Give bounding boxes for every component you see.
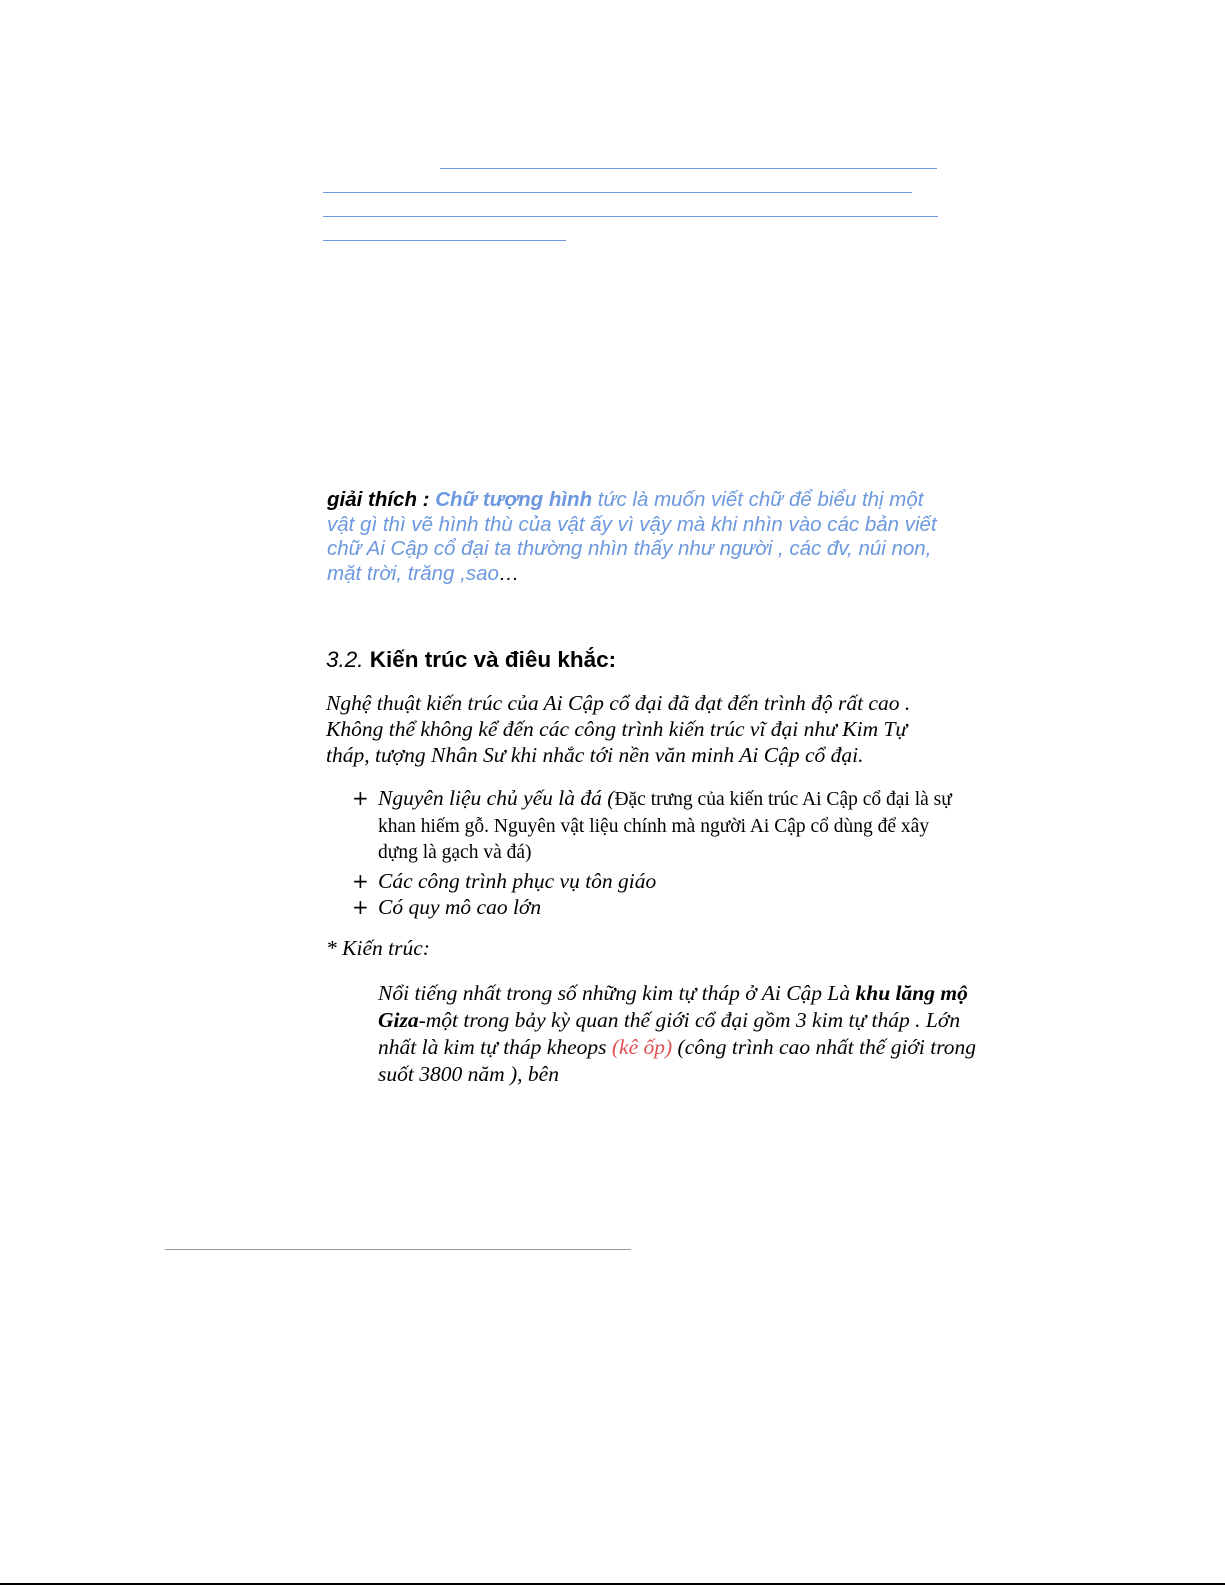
giza-pronunciation: (kê ốp) [611, 1035, 673, 1059]
list-item-emphasis: Nguyên liệu chủ yếu là đá ( [378, 786, 615, 810]
list-item [352, 786, 962, 866]
placeholder-line-1 [440, 168, 937, 169]
list-item-detail: Đặc trưng của kiến trúc Ai Cập cổ đại là sự khan hiếm gỗ. Nguyên vật liệu chính mà người Ai Cập cổ dùng để xây dựng là gạch và đá) [378, 789, 952, 863]
list-item-emphasis: Các công trình phục vụ tôn giáo [378, 868, 657, 893]
list-item [352, 868, 962, 895]
giza-bold-name: khu lăng mộ Giza [378, 981, 968, 1032]
explanation-lead: giải thích : [327, 488, 430, 511]
architecture-subheading: * Kiến trúc: [326, 936, 430, 960]
plus-bullet-icon: + [352, 868, 369, 893]
placeholder-line-2 [323, 192, 912, 193]
placeholder-line-3 [323, 216, 938, 217]
list-item [352, 894, 962, 921]
explanation-body: tức là muốn viết chữ để biểu thị một vật gì thì vẽ hình thù của vật ấy vì vậy mà khi nhìn vào các bản viết chữ Ai Cập cổ đại ta thường nhìn thấy như người , các đv, núi non, mặt trời, trăng ,sao [327, 488, 937, 585]
footnote-separator [165, 1249, 631, 1250]
explanation-paragraph [327, 488, 952, 586]
explanation-term: Chữ tượng hình [435, 488, 593, 511]
feature-list [352, 786, 962, 921]
giza-text-after: (công trình cao nhất thế giới trong suốt 3800 năm ), bên [378, 1035, 977, 1086]
giza-text-middle: -một trong bảy kỳ quan thế giới cổ đại gồm 3 kim tự tháp . Lớn nhất là kim tự tháp kheops [378, 1008, 961, 1059]
section-number: 3.2. [326, 647, 364, 672]
plus-bullet-icon: + [352, 786, 369, 810]
explanation-ellipsis: … [498, 561, 520, 585]
plus-bullet-icon: + [352, 895, 369, 919]
list-item-emphasis: Có quy mô cao lớn [378, 895, 542, 919]
placeholder-line-4 [323, 240, 566, 241]
giza-text-before: Nổi tiếng nhất trong số những kim tự tháp ở Ai Cập Là [378, 981, 851, 1005]
section-title: Kiến trúc và điêu khắc: [369, 647, 617, 672]
section-heading [326, 645, 616, 675]
giza-paragraph [378, 980, 978, 1088]
intro-paragraph: Nghệ thuật kiến trúc của Ai Cập cổ đại đã đạt đến trình độ rất cao . Không thể không kể đến các công trình kiến trúc vĩ đại như Kim Tự tháp, tượng Nhân Sư khi nhắc tới nền văn minh Ai Cập cổ đại. [326, 691, 911, 767]
